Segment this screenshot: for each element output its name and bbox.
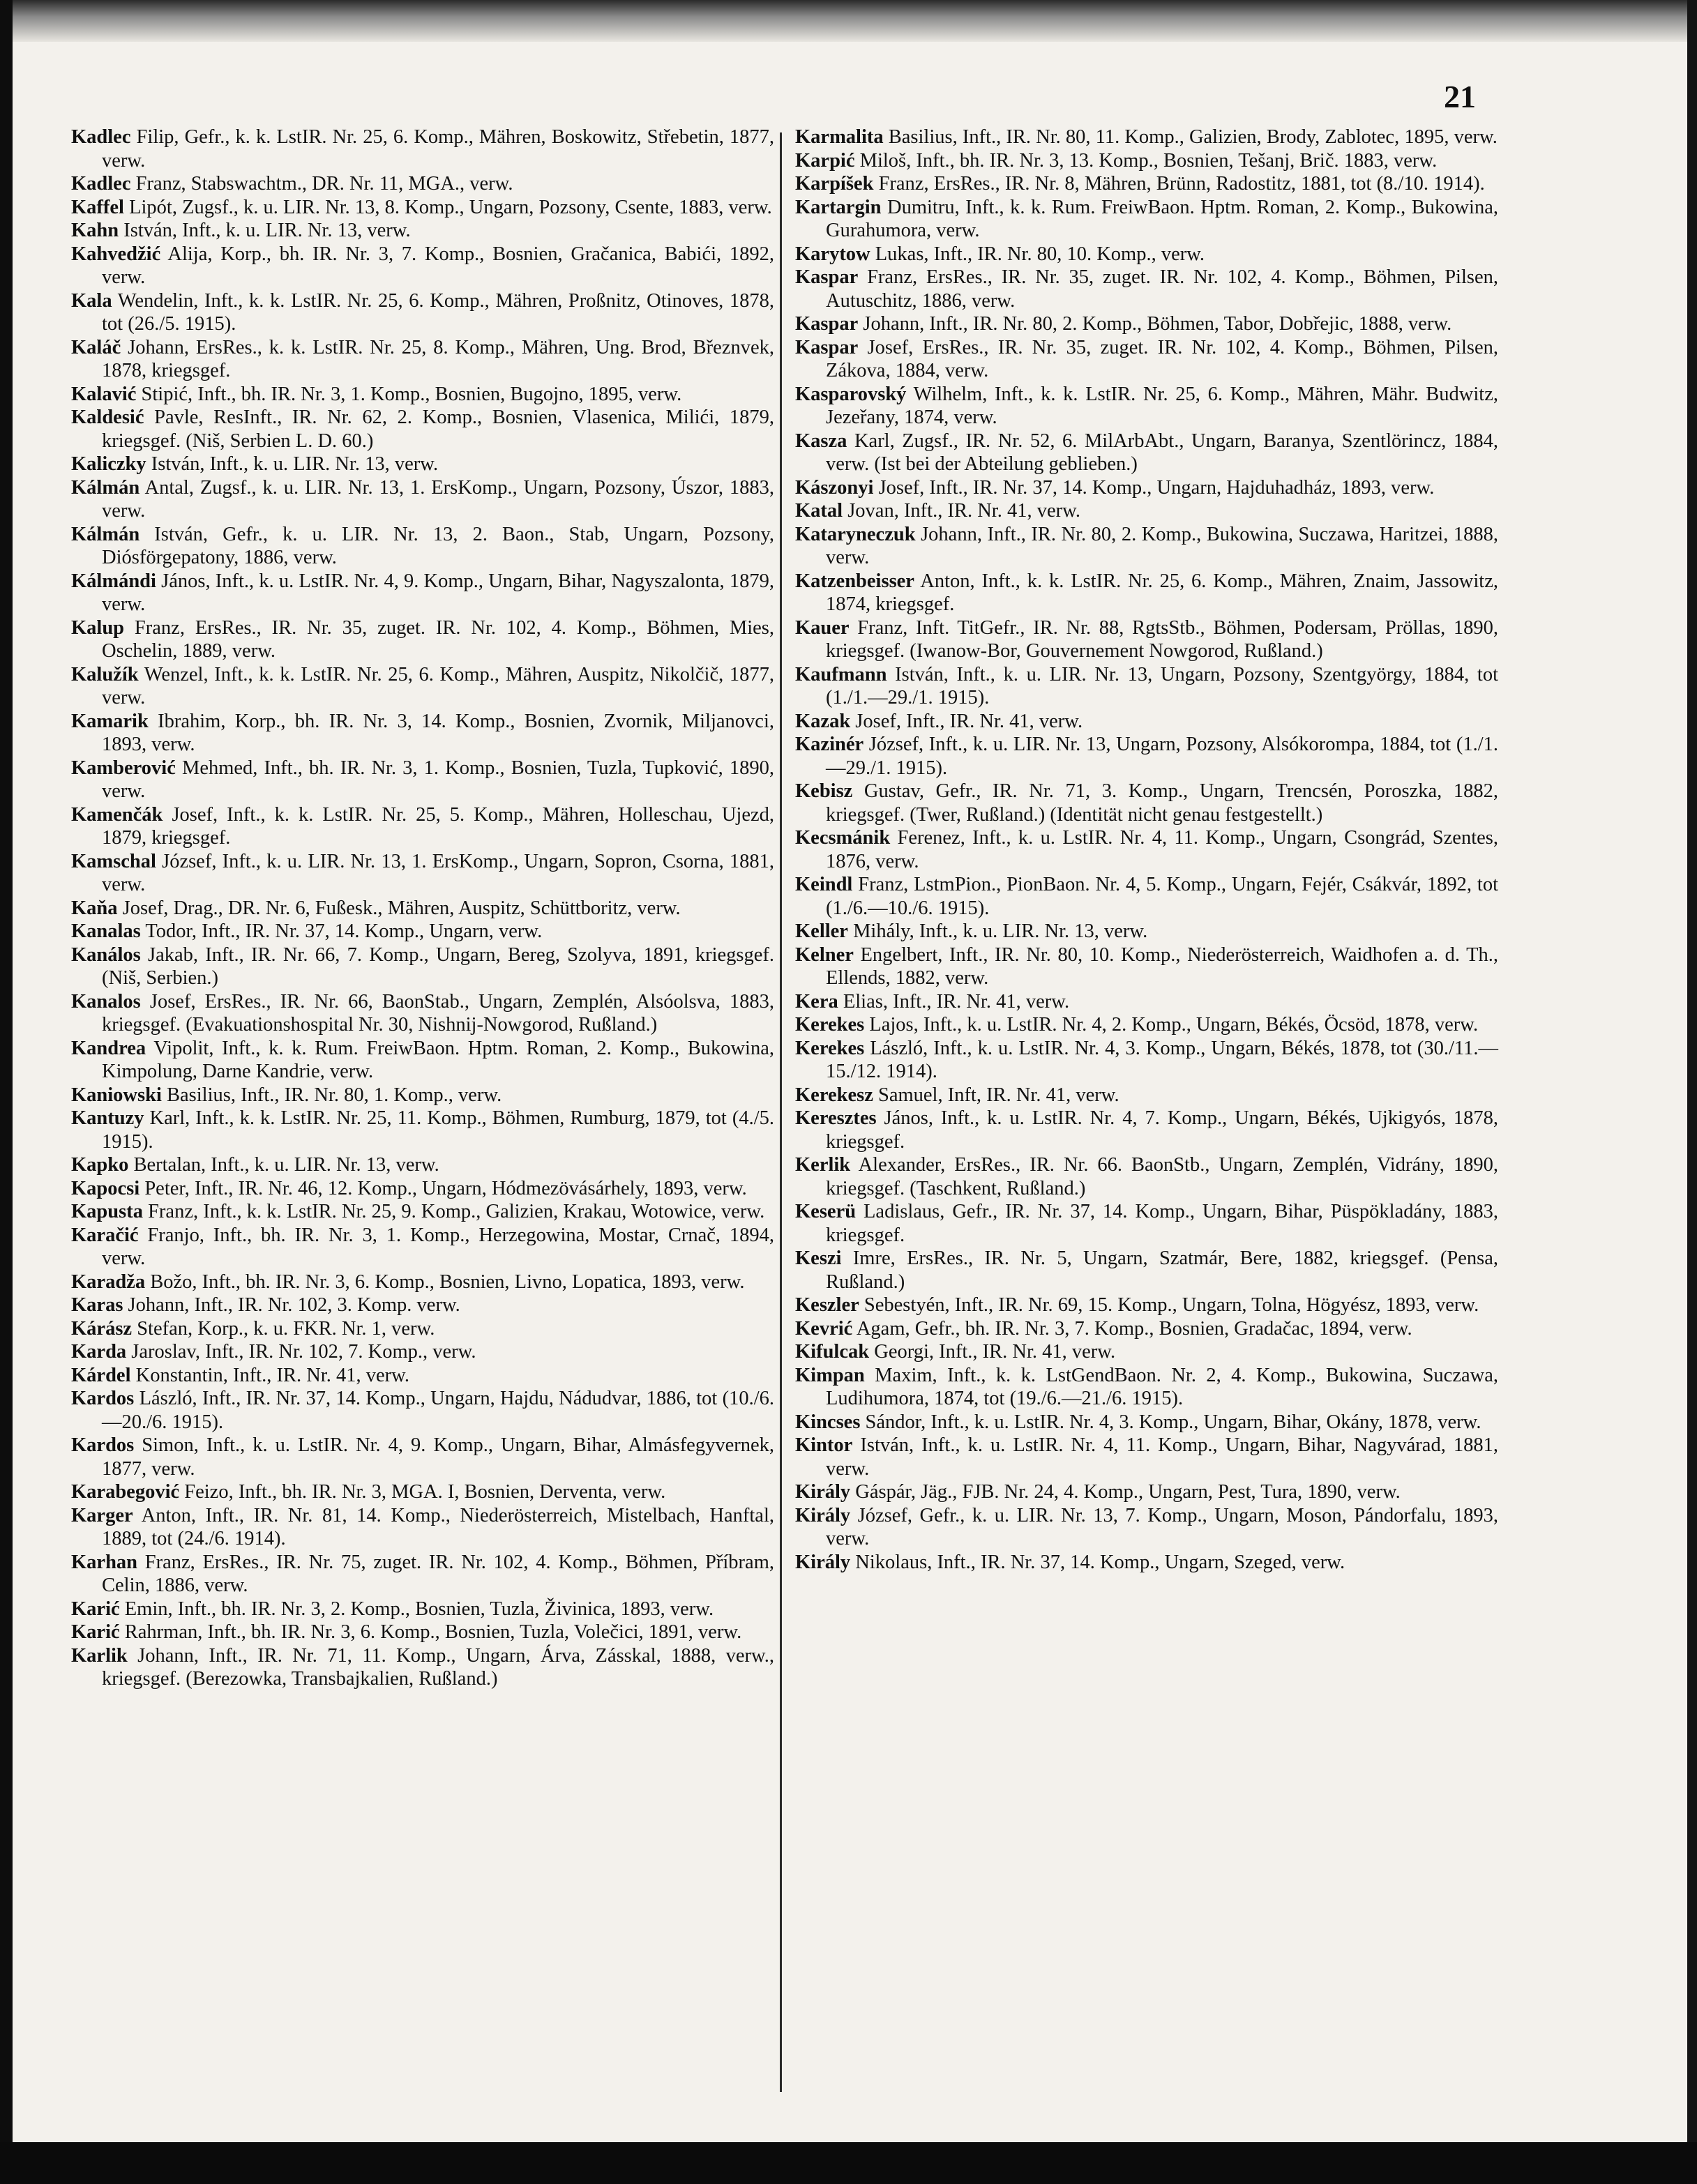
entry-surname: Kálmán	[71, 476, 140, 499]
entry-details: József, Inft., k. u. LIR. Nr. 13, Ungarn, Pozsony, Alsókorompa, 1884, tot (1./1.—29./1. 1915).	[826, 734, 1498, 779]
entry-details: István, Inft., k. u. LIR. Nr. 13, Ungarn, Pozsony, Szentgyörgy, 1884, tot (1./1.—29./1. 1915).	[826, 663, 1498, 708]
entry-surname: Keszler	[795, 1294, 859, 1316]
casualty-entry	[795, 430, 1498, 476]
entry-surname: Keller	[795, 920, 848, 942]
entry-details: Franz, ErsRes., IR. Nr. 35, zuget. IR. Nr. 102, 4. Komp., Böhmen, Pilsen, Autuschitz, 1886, verw.	[826, 266, 1498, 312]
entry-details: Bertalan, Inft., k. u. LIR. Nr. 13, verw.	[128, 1154, 439, 1176]
entry-surname: Kaldesić	[71, 407, 144, 428]
entry-details: Rahrman, Inft., bh. IR. Nr. 3, 6. Komp., Bosnien, Tuzla, Volečici, 1891, verw.	[119, 1621, 742, 1643]
entry-surname: Kartargin	[795, 196, 882, 218]
casualty-entry	[795, 780, 1498, 826]
casualty-entry	[795, 570, 1498, 616]
entry-surname: Kárdel	[71, 1364, 131, 1386]
entry-surname: Kamschal	[71, 850, 156, 872]
entry-surname: Kaliczky	[71, 453, 146, 475]
casualty-entry	[795, 383, 1498, 430]
casualty-entry	[71, 920, 774, 943]
entry-details: Franz, Inft. TitGefr., IR. Nr. 88, RgtsStb., Böhmen, Podersam, Pröllas, 1890, kriegsgef. (Iwanow-Bor, Gouvernement Nowgorod, Rußland.)	[826, 616, 1498, 662]
entry-details: Basilius, Inft., IR. Nr. 80, 11. Komp., Galizien, Brody, Zablotec, 1895, verw.	[883, 126, 1498, 148]
entry-surname: Kaufmann	[795, 663, 887, 685]
entry-details: Johann, ErsRes., k. k. LstIR. Nr. 25, 8. Komp., Mähren, Ung. Brod, Březnvek, 1878, kriegsgef.	[102, 336, 774, 381]
casualty-entry	[795, 1200, 1498, 1247]
entry-details: Franz, ErsRes., IR. Nr. 75, zuget. IR. Nr. 102, 4. Komp., Böhmen, Příbram, Celin, 1886, verw.	[102, 1551, 774, 1596]
casualty-entry	[71, 1271, 774, 1294]
casualty-entry	[795, 1107, 1498, 1153]
casualty-entry	[71, 1294, 774, 1317]
entry-surname: Kincses	[795, 1411, 861, 1433]
entry-details: István, Inft., k. u. LIR. Nr. 13, verw.	[119, 220, 411, 241]
entry-surname: Karić	[71, 1621, 120, 1643]
entry-details: Josef, ErsRes., IR. Nr. 35, zuget. IR. Nr. 102, 4. Komp., Böhmen, Pilsen, Zákova, 1884, verw.	[826, 336, 1498, 381]
entry-details: Karl, Zugsf., IR. Nr. 52, 6. MilArbAbt., Ungarn, Baranya, Szentlörincz, 1884, verw. (Ist bei der Abteilung geblieben.)	[826, 430, 1498, 475]
entry-details: Engelbert, Inft., IR. Nr. 80, 10. Komp., Niederösterreich, Waidhofen a. d. Th., Ellends, 1882, verw.	[826, 943, 1498, 989]
casualty-entry	[795, 1084, 1498, 1107]
casualty-entry	[71, 523, 774, 570]
entry-details: Wendelin, Inft., k. k. LstIR. Nr. 25, 6. Komp., Mähren, Proßnitz, Otinoves, 1878, tot (26./5. 1915).	[102, 289, 774, 335]
entry-details: Johann, Inft., IR. Nr. 80, 2. Komp., Bukowina, Suczawa, Haritzei, 1888, verw.	[826, 523, 1498, 568]
entry-surname: Kárász	[71, 1317, 133, 1340]
entry-details: Anton, Inft., k. k. LstIR. Nr. 25, 6. Komp., Mähren, Znaim, Jassowitz, 1874, kriegsgef.	[826, 570, 1498, 615]
entry-surname: Karger	[71, 1504, 133, 1526]
casualty-entry	[795, 196, 1498, 243]
entry-details: Elias, Inft., IR. Nr. 41, verw.	[838, 990, 1070, 1013]
entry-details: Antal, Zugsf., k. u. LIR. Nr. 13, 1. ErsKomp., Ungarn, Pozsony, Úszor, 1883, verw.	[102, 476, 774, 522]
casualty-entry	[795, 826, 1498, 873]
entry-surname: Katal	[795, 500, 843, 522]
entry-surname: Kerekes	[795, 1037, 865, 1059]
casualty-entry	[71, 476, 774, 523]
entry-surname: Kasza	[795, 430, 847, 452]
left-column	[71, 126, 774, 1691]
entry-surname: Karić	[71, 1598, 120, 1620]
entry-details: Jakab, Inft., IR. Nr. 66, 7. Komp., Ungarn, Bereg, Szolyva, 1891, kriegsgef. (Niš, Serbien.)	[102, 943, 774, 989]
entry-surname: Kadlec	[71, 173, 131, 195]
casualty-entry	[71, 1153, 774, 1177]
entry-details: Franz, Stabswachtm., DR. Nr. 11, MGA., verw.	[130, 173, 513, 195]
entry-details: Franz, Inft., k. k. LstIR. Nr. 25, 9. Komp., Galizien, Krakau, Wotowice, verw.	[142, 1201, 765, 1222]
casualty-entry	[71, 453, 774, 476]
casualty-entry	[71, 757, 774, 803]
casualty-entry	[795, 312, 1498, 336]
casualty-entry	[71, 1644, 774, 1691]
entry-details: Filip, Gefr., k. k. LstIR. Nr. 25, 6. Komp., Mähren, Boskowitz, Střebetin, 1877, verw.	[102, 126, 774, 172]
entry-details: Jovan, Inft., IR. Nr. 41, verw.	[843, 500, 1080, 522]
casualty-entry	[71, 710, 774, 757]
entry-details: Franjo, Inft., bh. IR. Nr. 3, 1. Komp., Herzegowina, Mostar, Crnač, 1894, verw.	[102, 1224, 774, 1269]
entry-surname: Kadlec	[71, 126, 131, 148]
entry-surname: Kálmán	[71, 523, 140, 545]
casualty-entry	[71, 1387, 774, 1434]
entry-surname: Karytow	[795, 243, 870, 265]
entry-details: Josef, Drag., DR. Nr. 6, Fußesk., Mähren, Auspitz, Schüttboritz, verw.	[117, 897, 681, 919]
casualty-entry	[795, 499, 1498, 523]
entry-details: Mehmed, Inft., bh. IR. Nr. 3, 1. Komp., Bosnien, Tuzla, Tupković, 1890, verw.	[102, 757, 774, 802]
entry-details: Wenzel, Inft., k. k. LstIR. Nr. 25, 6. Komp., Mähren, Auspitz, Nikolčič, 1877, verw.	[102, 663, 774, 708]
entry-details: Vipolit, Inft., k. k. Rum. FreiwBaon. Hptm. Roman, 2. Komp., Bukowina, Kimpolung, Darne Kandrie, verw.	[102, 1037, 774, 1082]
entry-surname: Kera	[795, 990, 838, 1013]
entry-details: Mihály, Inft., k. u. LIR. Nr. 13, verw.	[847, 920, 1148, 942]
entry-details: Konstantin, Inft., IR. Nr. 41, verw.	[130, 1364, 409, 1386]
casualty-entry	[71, 1177, 774, 1201]
casualty-entry	[795, 1551, 1498, 1575]
casualty-entry	[795, 1340, 1498, 1364]
entry-details: Gáspár, Jäg., FJB. Nr. 24, 4. Komp., Ungarn, Pest, Tura, 1890, verw.	[850, 1481, 1401, 1503]
entry-surname: Kazak	[795, 710, 851, 732]
entry-details: Stipić, Inft., bh. IR. Nr. 3, 1. Komp., Bosnien, Bugojno, 1895, verw.	[136, 383, 682, 405]
entry-details: Franz, ErsRes., IR. Nr. 35, zuget. IR. Nr. 102, 4. Komp., Böhmen, Mies, Oschelin, 1889, verw.	[102, 616, 774, 662]
entry-details: Sándor, Inft., k. u. LstIR. Nr. 4, 3. Komp., Ungarn, Bihar, Okány, 1878, verw.	[860, 1411, 1481, 1433]
casualty-entry	[795, 1364, 1498, 1411]
entry-surname: Kimpan	[795, 1364, 865, 1386]
casualty-entry	[71, 803, 774, 850]
entry-details: Feizo, Inft., bh. IR. Nr. 3, MGA. I, Bosnien, Derventa, verw.	[179, 1481, 666, 1503]
casualty-entry	[71, 1340, 774, 1364]
entry-surname: Kanalas	[71, 920, 141, 942]
entry-details: Josef, Inft., IR. Nr. 37, 14. Komp., Ungarn, Hajduhadház, 1893, verw.	[873, 476, 1435, 499]
entry-details: Basilius, Inft., IR. Nr. 80, 1. Komp., verw.	[161, 1084, 502, 1106]
casualty-entry	[71, 1317, 774, 1341]
entry-surname: Karhan	[71, 1551, 138, 1573]
entry-surname: Kapko	[71, 1154, 129, 1176]
entry-details: Ferenez, Inft., k. u. LstIR. Nr. 4, 11. Komp., Ungarn, Csongrád, Szentes, 1876, verw.	[826, 827, 1498, 872]
casualty-entry	[71, 616, 774, 663]
entry-surname: Kasparovský	[795, 383, 907, 405]
casualty-entry	[795, 1411, 1498, 1434]
entry-details: Ladislaus, Gefr., IR. Nr. 37, 14. Komp., Ungarn, Bihar, Püspökladány, 1883, kriegsgef.	[826, 1201, 1498, 1246]
casualty-entry	[795, 943, 1498, 990]
entry-surname: Kifulcak	[795, 1341, 870, 1363]
casualty-entry	[795, 266, 1498, 312]
entry-surname: Kaffel	[71, 196, 124, 218]
entry-surname: Karpić	[795, 149, 855, 172]
casualty-entry	[795, 523, 1498, 570]
casualty-entry	[795, 243, 1498, 266]
entry-surname: Kanálos	[71, 943, 141, 966]
entry-details: János, Inft., k. u. LstIR. Nr. 4, 9. Komp., Ungarn, Bihar, Nagyszalonta, 1879, verw.	[102, 570, 774, 615]
entry-surname: Kaniowski	[71, 1084, 162, 1106]
entry-details: Božo, Inft., bh. IR. Nr. 3, 6. Komp., Bosnien, Livno, Lopatica, 1893, verw.	[145, 1271, 745, 1293]
scan-border-top	[0, 0, 1697, 42]
casualty-entry	[71, 897, 774, 920]
entry-surname: Kapusta	[71, 1201, 143, 1222]
entry-surname: Kalužík	[71, 663, 139, 685]
scan-border-right	[1687, 0, 1697, 2184]
entry-details: Gustav, Gefr., IR. Nr. 71, 3. Komp., Ungarn, Trencsén, Poroszka, 1882, kriegsgef. (Twer, Rußland.) (Identität nicht genau festgestellt.)	[826, 780, 1498, 826]
right-column	[795, 126, 1498, 1574]
entry-details: Josef, ErsRes., IR. Nr. 66, BaonStab., Ungarn, Zemplén, Alsóolsva, 1883, kriegsgef. (Evakuationshospital Nr. 30, Nishnij-Nowgorod, Rußland.)	[102, 990, 774, 1036]
casualty-entry	[71, 1598, 774, 1621]
casualty-entry	[795, 733, 1498, 780]
entry-details: Nikolaus, Inft., IR. Nr. 37, 14. Komp., Ungarn, Szeged, verw.	[850, 1551, 1345, 1573]
casualty-entry	[71, 1037, 774, 1084]
entry-surname: Karabegović	[71, 1481, 180, 1503]
entry-surname: Kerekesz	[795, 1084, 873, 1106]
casualty-entry	[795, 172, 1498, 196]
entry-details: Dumitru, Inft., k. k. Rum. FreiwBaon. Hptm. Roman, 2. Komp., Bukowina, Gurahumora, verw.	[826, 196, 1498, 241]
entry-details: Wilhelm, Inft., k. k. LstIR. Nr. 25, 6. Komp., Mähren, Mähr. Budwitz, Jezeřany, 1874, verw.	[826, 383, 1498, 428]
scan-border-bottom	[0, 2142, 1697, 2184]
entry-surname: Keresztes	[795, 1107, 877, 1129]
entry-surname: Kerekes	[795, 1014, 865, 1036]
entry-surname: Kantuzy	[71, 1107, 144, 1129]
casualty-entry	[795, 1434, 1498, 1480]
entry-surname: Keindl	[795, 874, 853, 895]
entry-surname: Kahvedžić	[71, 243, 161, 265]
entry-surname: Kászonyi	[795, 476, 874, 499]
entry-details: József, Gefr., k. u. LIR. Nr. 13, 7. Komp., Ungarn, Moson, Pándorfalu, 1893, verw.	[826, 1504, 1498, 1549]
casualty-entry	[795, 1153, 1498, 1200]
casualty-entry	[795, 710, 1498, 734]
casualty-entry	[795, 126, 1498, 149]
casualty-entry	[71, 406, 774, 453]
entry-surname: Király	[795, 1504, 851, 1526]
entry-surname: Kaňa	[71, 897, 118, 919]
entry-details: Georgi, Inft., IR. Nr. 41, verw.	[869, 1341, 1116, 1363]
entry-surname: Kardos	[71, 1388, 135, 1409]
entry-details: Josef, Inft., IR. Nr. 41, verw.	[850, 710, 1083, 732]
entry-surname: Kamarik	[71, 710, 149, 732]
entry-details: Ibrahim, Korp., bh. IR. Nr. 3, 14. Komp., Bosnien, Zvornik, Miljanovci, 1893, verw.	[102, 710, 774, 755]
casualty-entry	[795, 1294, 1498, 1317]
entry-surname: Kecsmánik	[795, 827, 891, 849]
entry-surname: Kevrić	[795, 1317, 853, 1340]
casualty-entry	[71, 172, 774, 196]
casualty-entry	[71, 219, 774, 243]
entry-details: Franz, ErsRes., IR. Nr. 8, Mähren, Brünn, Radostitz, 1881, tot (8./10. 1914).	[873, 173, 1485, 195]
casualty-entry	[795, 1247, 1498, 1294]
casualty-entry	[795, 990, 1498, 1014]
casualty-entry	[795, 1317, 1498, 1341]
casualty-entry	[71, 289, 774, 336]
entry-details: Stefan, Korp., k. u. FKR. Nr. 1, verw.	[132, 1317, 435, 1340]
casualty-entry	[795, 1480, 1498, 1504]
entry-details: Johann, Inft., IR. Nr. 71, 11. Komp., Ungarn, Árva, Zásskal, 1888, verw., kriegsgef. (Berezowka, Transbajkalien, Rußland.)	[102, 1644, 774, 1690]
entry-surname: Kahn	[71, 220, 119, 241]
casualty-entry	[71, 1551, 774, 1598]
entry-surname: Kelner	[795, 943, 854, 966]
page-number: 21	[1444, 79, 1476, 114]
entry-details: Johann, Inft., IR. Nr. 80, 2. Komp., Böhmen, Tabor, Dobřejic, 1888, verw.	[858, 313, 1452, 335]
entry-surname: Kapocsi	[71, 1177, 140, 1199]
entry-details: Imre, ErsRes., IR. Nr. 5, Ungarn, Szatmár, Bere, 1882, kriegsgef. (Pensa, Rußland.)	[826, 1248, 1498, 1293]
casualty-entry	[795, 149, 1498, 173]
entry-surname: Karadža	[71, 1271, 146, 1293]
casualty-entry	[71, 1621, 774, 1644]
entry-details: Karl, Inft., k. k. LstIR. Nr. 25, 11. Komp., Böhmen, Rumburg, 1879, tot (4./5. 1915).	[102, 1107, 774, 1153]
column-divider	[780, 132, 782, 2092]
entry-surname: Kandrea	[71, 1037, 146, 1059]
entry-details: Anton, Inft., IR. Nr. 81, 14. Komp., Niederösterreich, Mistelbach, Hanftal, 1889, tot (24./6. 1914).	[102, 1504, 774, 1549]
entry-surname: Kamberović	[71, 757, 176, 779]
casualty-entry	[795, 873, 1498, 920]
entry-surname: Karlik	[71, 1644, 128, 1667]
entry-surname: Karas	[71, 1294, 123, 1316]
entry-details: Sebestyén, Inft., IR. Nr. 69, 15. Komp., Ungarn, Tolna, Högyész, 1893, verw.	[859, 1294, 1479, 1316]
entry-surname: Karpíšek	[795, 173, 874, 195]
entry-details: János, Inft., k. u. LstIR. Nr. 4, 7. Komp., Ungarn, Békés, Ujkigyós, 1878, kriegsgef.	[826, 1107, 1498, 1153]
entry-surname: Kálmándi	[71, 570, 156, 592]
entry-details: Pavle, ResInft., IR. Nr. 62, 2. Komp., Bosnien, Vlasenica, Milići, 1879, kriegsgef. (Niš, Serbien L. D. 60.)	[102, 407, 774, 452]
casualty-entry	[71, 1504, 774, 1551]
casualty-entry	[71, 336, 774, 383]
entry-surname: Karda	[71, 1341, 127, 1363]
entry-details: Alija, Korp., bh. IR. Nr. 3, 7. Komp., Bosnien, Gračanica, Babići, 1892, verw.	[102, 243, 774, 288]
casualty-entry	[71, 1480, 774, 1504]
entry-surname: Kalup	[71, 616, 125, 639]
casualty-entry	[71, 570, 774, 616]
casualty-entry	[795, 616, 1498, 663]
entry-surname: Kamenčák	[71, 803, 163, 826]
entry-details: István, Inft., k. u. LIR. Nr. 13, verw.	[146, 453, 439, 475]
casualty-entry	[71, 1364, 774, 1388]
entry-surname: Kala	[71, 289, 112, 312]
entry-surname: Kintor	[795, 1434, 853, 1456]
entry-surname: Kerlik	[795, 1154, 851, 1176]
entry-details: Johann, Inft., IR. Nr. 102, 3. Komp. verw.	[123, 1294, 460, 1316]
entry-surname: Keszi	[795, 1248, 842, 1269]
entry-surname: Kaspar	[795, 266, 859, 288]
entry-details: Miloš, Inft., bh. IR. Nr. 3, 13. Komp., Bosnien, Tešanj, Brič. 1883, verw.	[854, 149, 1438, 172]
entry-surname: Király	[795, 1551, 851, 1573]
casualty-entry	[795, 336, 1498, 383]
entry-details: Josef, Inft., k. k. LstIR. Nr. 25, 5. Komp., Mähren, Holleschau, Ujezd, 1879, kriegsgef.	[102, 803, 774, 849]
scan-border-left	[0, 0, 13, 2184]
entry-details: Lajos, Inft., k. u. LstIR. Nr. 4, 2. Komp., Ungarn, Békés, Öcsöd, 1878, verw.	[864, 1014, 1479, 1036]
entry-details: Emin, Inft., bh. IR. Nr. 3, 2. Komp., Bosnien, Tuzla, Živinica, 1893, verw.	[119, 1598, 714, 1620]
entry-details: Agam, Gefr., bh. IR. Nr. 3, 7. Komp., Bosnien, Gradačac, 1894, verw.	[852, 1317, 1412, 1340]
entry-details: Alexander, ErsRes., IR. Nr. 66. BaonStb., Ungarn, Zemplén, Vidrány, 1890, kriegsgef. (Taschkent, Rußland.)	[826, 1154, 1498, 1199]
entry-details: Todor, Inft., IR. Nr. 37, 14. Komp., Ungarn, verw.	[140, 920, 543, 942]
casualty-entry	[71, 243, 774, 289]
casualty-entry	[71, 1224, 774, 1271]
casualty-entry	[71, 943, 774, 990]
entry-surname: Katzenbeisser	[795, 570, 914, 592]
entry-surname: Kauer	[795, 616, 850, 639]
entry-surname: Kazinér	[795, 734, 864, 755]
casualty-entry	[795, 663, 1498, 710]
casualty-entry	[795, 1013, 1498, 1037]
entry-surname: Kardos	[71, 1434, 135, 1456]
entry-surname: Kataryneczuk	[795, 523, 916, 545]
entry-surname: Karačić	[71, 1224, 139, 1246]
entry-details: Jaroslav, Inft., IR. Nr. 102, 7. Komp., verw.	[126, 1341, 476, 1363]
entry-surname: Kaspar	[795, 313, 859, 335]
entry-surname: Kanalos	[71, 990, 141, 1013]
entry-details: Peter, Inft., IR. Nr. 46, 12. Komp., Ungarn, Hódmezövásárhely, 1893, verw.	[139, 1177, 747, 1199]
casualty-entry	[71, 850, 774, 897]
entry-surname: Kebisz	[795, 780, 853, 802]
entry-surname: Kaláč	[71, 336, 121, 358]
casualty-entry	[71, 383, 774, 407]
casualty-entry	[71, 1434, 774, 1480]
casualty-entry	[795, 1037, 1498, 1084]
entry-details: Maxim, Inft., k. k. LstGendBaon. Nr. 2, 4. Komp., Bukowina, Suczawa, Ludihumora, 1874, tot (19./6.—21./6. 1915).	[826, 1364, 1498, 1409]
casualty-entry	[795, 1504, 1498, 1551]
entry-details: Simon, Inft., k. u. LstIR. Nr. 4, 9. Komp., Ungarn, Bihar, Almásfegyvernek, 1877, verw.	[102, 1434, 774, 1480]
entry-details: László, Inft., IR. Nr. 37, 14. Komp., Ungarn, Hajdu, Nádudvar, 1886, tot (10./6.—20./6. 1915).	[102, 1388, 774, 1433]
casualty-entry	[71, 1107, 774, 1153]
casualty-entry	[795, 920, 1498, 943]
entry-details: István, Inft., k. u. LstIR. Nr. 4, 11. Komp., Ungarn, Bihar, Nagyvárad, 1881, verw.	[826, 1434, 1498, 1480]
entry-details: István, Gefr., k. u. LIR. Nr. 13, 2. Baon., Stab, Ungarn, Pozsony, Diósförgepatony, 1886, verw.	[102, 523, 774, 568]
casualty-entry	[71, 126, 774, 172]
casualty-entry	[71, 1200, 774, 1224]
entry-details: Franz, LstmPion., PionBaon. Nr. 4, 5. Komp., Ungarn, Fejér, Csákvár, 1892, tot (1./6.—10./6. 1915).	[826, 874, 1498, 919]
entry-surname: Karmalita	[795, 126, 884, 148]
casualty-entry	[71, 663, 774, 710]
entry-details: László, Inft., k. u. LstIR. Nr. 4, 3. Komp., Ungarn, Békés, 1878, tot (30./11.—15./12. 1914).	[826, 1037, 1498, 1082]
entry-details: Lukas, Inft., IR. Nr. 80, 10. Komp., verw.	[870, 243, 1205, 265]
entry-details: József, Inft., k. u. LIR. Nr. 13, 1. ErsKomp., Ungarn, Sopron, Csorna, 1881, verw.	[102, 850, 774, 895]
entry-details: Samuel, Inft, IR. Nr. 41, verw.	[873, 1084, 1119, 1106]
casualty-entry	[71, 196, 774, 220]
casualty-entry	[71, 1084, 774, 1107]
entry-surname: Kaspar	[795, 336, 859, 358]
entry-details: Lipót, Zugsf., k. u. LIR. Nr. 13, 8. Komp., Ungarn, Pozsony, Csente, 1883, verw.	[123, 196, 772, 218]
casualty-entry	[71, 990, 774, 1037]
entry-surname: Keserü	[795, 1201, 857, 1222]
casualty-entry	[795, 476, 1498, 500]
entry-surname: Kalavić	[71, 383, 137, 405]
entry-surname: Király	[795, 1481, 851, 1503]
